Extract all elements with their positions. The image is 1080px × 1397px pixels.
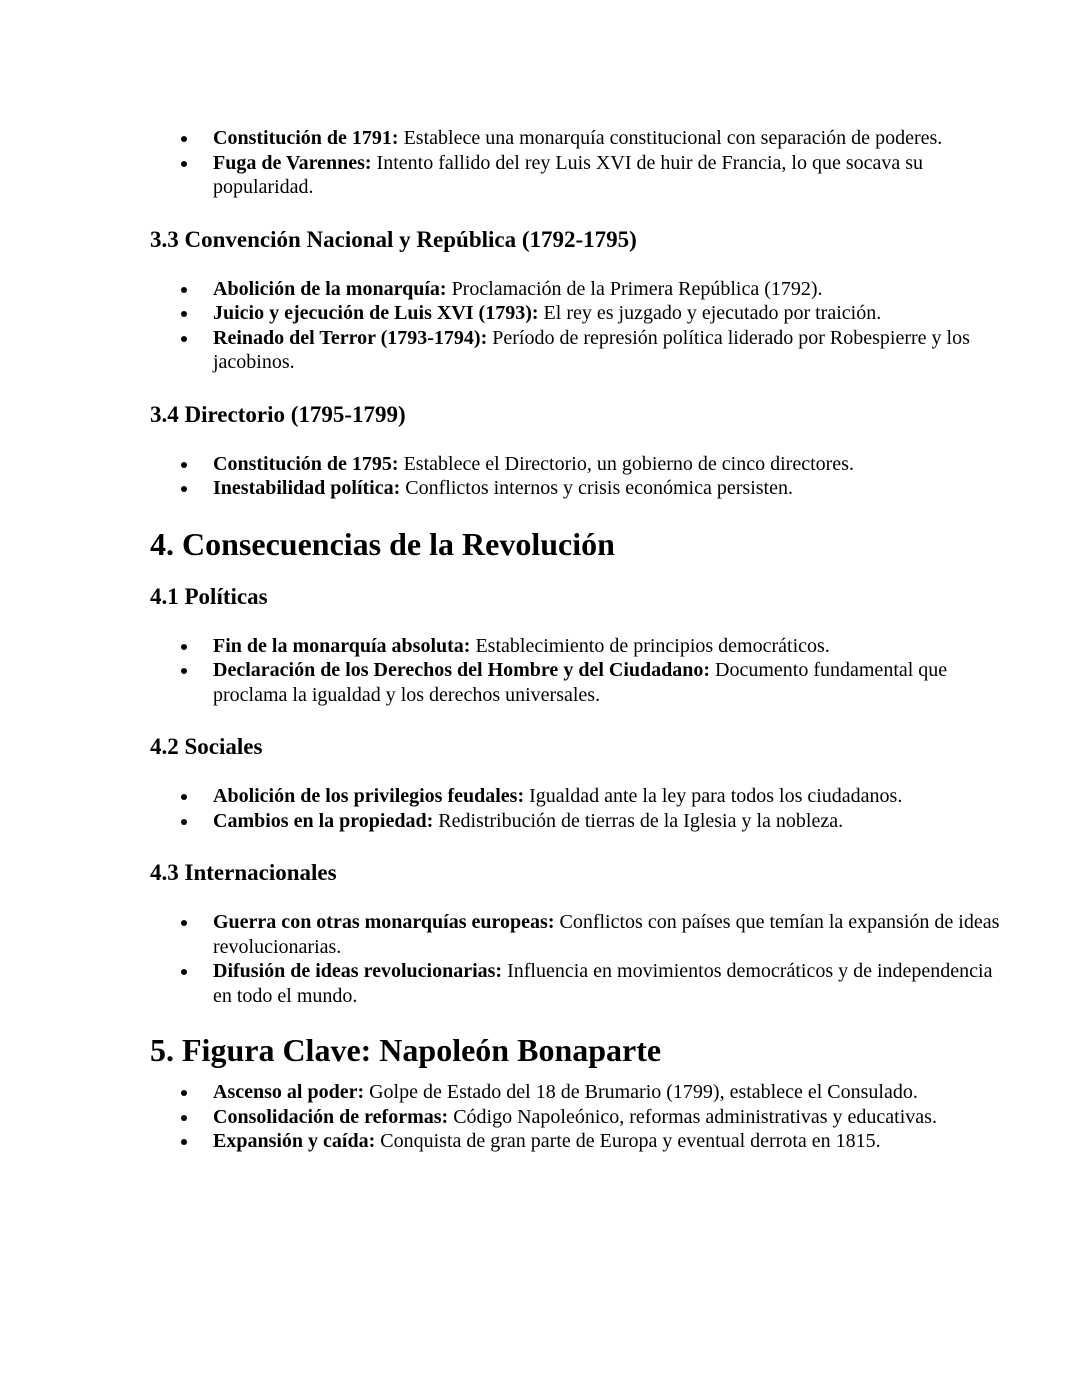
list-item [150, 1129, 1000, 1154]
item-text: Influencia en movimientos democráticos y de independencia en todo el mundo. [213, 960, 993, 1007]
item-term: Consolidación de reformas: [213, 1105, 449, 1128]
item-text: Conquista de gran parte de Europa y eventual derrota en 1815. [375, 1130, 881, 1152]
bullet-icon [181, 1115, 187, 1121]
item-term: Declaración de los Derechos del Hombre y del Ciudadano: [213, 659, 711, 681]
item-text: Establecimiento de principios democráticos. [470, 634, 830, 657]
item-term: Abolición de los privilegios feudales: [213, 785, 525, 807]
item-text: Código Napoleónico, reformas administrativas y educativas. [448, 1105, 937, 1128]
list-item [150, 809, 1000, 834]
section-heading-4-2: 4.2 Sociales [150, 734, 263, 759]
section-3-3-list [150, 277, 1000, 375]
item-text: Período de represión política liderado por Robespierre y los jacobinos. [213, 326, 970, 373]
bullet-icon [181, 969, 187, 975]
list-item [150, 1105, 1000, 1130]
bullet-icon [181, 794, 187, 800]
item-term: Reinado del Terror (1793-1794): [213, 326, 488, 349]
list-item [150, 277, 1000, 302]
item-text: Establece una monarquía constitucional con separación de poderes. [398, 127, 943, 149]
section-heading-4-3: 4.3 Internacionales [150, 860, 337, 885]
section-heading-4: 4. Consecuencias de la Revolución [150, 525, 615, 562]
bullet-icon [181, 161, 187, 167]
item-text: Proclamación de la Primera República (1792). [446, 277, 823, 300]
bullet-icon [181, 1090, 187, 1096]
item-term: Juicio y ejecución de Luis XVI (1793): [213, 302, 539, 324]
list-item [150, 476, 1000, 501]
item-text: Establece el Directorio, un gobierno de cinco directores. [398, 452, 854, 475]
item-term: Expansión y caída: [213, 1130, 376, 1152]
item-term: Guerra con otras monarquías europeas: [213, 911, 555, 933]
list-item [150, 151, 1000, 200]
list-item [150, 634, 1000, 659]
item-term: Difusión de ideas revolucionarias: [213, 960, 503, 982]
bullet-icon [181, 336, 187, 342]
list-item [150, 1080, 1000, 1105]
bullet-icon [181, 311, 187, 317]
item-text: Conflictos internos y crisis económica persisten. [400, 477, 793, 499]
list-item [150, 784, 1000, 809]
bullet-icon [181, 486, 187, 492]
section-5-list [150, 1080, 1000, 1154]
section-4-2-list [150, 784, 1000, 833]
item-text: Redistribución de tierras de la Iglesia y la nobleza. [433, 809, 844, 832]
item-term: Constitución de 1791: [213, 127, 399, 149]
item-text: Igualdad ante la ley para todos los ciudadanos. [524, 785, 903, 807]
section-4-3-list [150, 910, 1000, 1008]
bullet-icon [181, 462, 187, 468]
item-term: Ascenso al poder: [213, 1081, 365, 1103]
list-item [150, 658, 1000, 707]
section-heading-3-3: 3.3 Convención Nacional y República (1792-1795) [150, 226, 637, 252]
section-heading-4-1: 4.1 Políticas [150, 583, 268, 609]
item-term: Fuga de Varennes: [213, 151, 372, 174]
list-item [150, 452, 1000, 477]
bullet-icon [181, 668, 187, 674]
list-item [150, 126, 1000, 151]
list-item [150, 301, 1000, 326]
item-term: Inestabilidad política: [213, 477, 401, 499]
document-page [150, 126, 1000, 1154]
item-text: Golpe de Estado del 18 de Brumario (1799), establece el Consulado. [364, 1081, 918, 1103]
item-term: Cambios en la propiedad: [213, 809, 434, 832]
section-heading-5: 5. Figura Clave: Napoleón Bonaparte [150, 1032, 662, 1068]
intro-list [150, 126, 1000, 200]
section-3-4-list [150, 452, 1000, 501]
section-4-1-list [150, 634, 1000, 708]
item-term: Fin de la monarquía absoluta: [213, 634, 471, 657]
item-text: Conflictos con países que temían la expansión de ideas revolucionarias. [213, 911, 1000, 958]
item-text: El rey es juzgado y ejecutado por traición. [538, 302, 882, 324]
item-term: Constitución de 1795: [213, 452, 399, 475]
bullet-icon [181, 920, 187, 926]
bullet-icon [181, 819, 187, 825]
list-item [150, 326, 1000, 375]
item-text: Intento fallido del rey Luis XVI de huir de Francia, lo que socava su popularidad. [213, 151, 924, 198]
list-item [150, 910, 1000, 959]
bullet-icon [181, 136, 187, 142]
list-item [150, 959, 1000, 1008]
item-text: Documento fundamental que proclama la igualdad y los derechos universales. [213, 659, 948, 706]
section-heading-3-4: 3.4 Directorio (1795-1799) [150, 401, 406, 427]
bullet-icon [181, 1139, 187, 1145]
bullet-icon [181, 287, 187, 293]
item-term: Abolición de la monarquía: [213, 277, 447, 300]
bullet-icon [181, 644, 187, 650]
